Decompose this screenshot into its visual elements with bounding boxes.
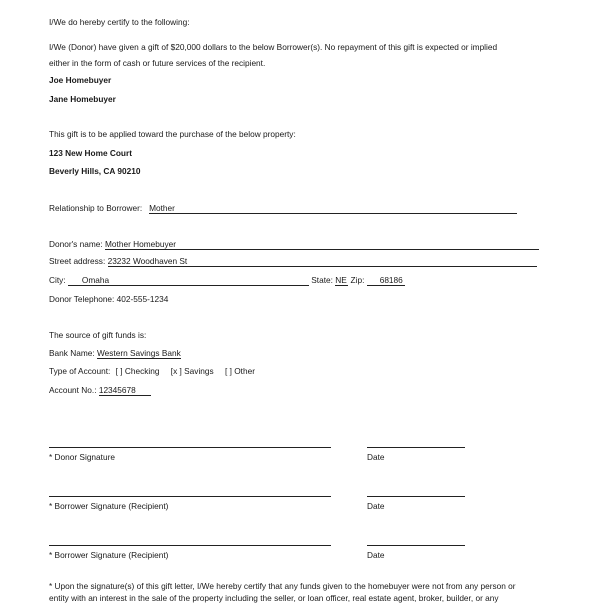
gift-statement-line-2: either in the form of cash or future services of the recipient. bbox=[49, 58, 266, 68]
account-number-label: Account No.: bbox=[49, 385, 97, 395]
donor-telephone-value: 402-555-1234 bbox=[116, 294, 169, 304]
relationship-value: Mother bbox=[149, 203, 175, 213]
donor-telephone-row bbox=[49, 294, 168, 305]
borrower-name-1: Joe Homebuyer bbox=[49, 75, 112, 85]
borrower-signature-label-1: * Borrower Signature (Recipient) bbox=[49, 501, 169, 511]
city-value: Omaha bbox=[81, 275, 110, 285]
street-address-field[interactable] bbox=[108, 257, 537, 267]
account-number-value: 12345678 bbox=[98, 385, 136, 395]
zip-label: Zip: bbox=[350, 275, 365, 285]
intro-text: I/We do hereby certify to the following: bbox=[49, 17, 190, 27]
borrower-signature-label-2: * Borrower Signature (Recipient) bbox=[49, 550, 169, 560]
footer-certification-line-1: * Upon the signature(s) of this gift letter, I/We hereby certify that any funds given to the homebuyer were not from any person or bbox=[49, 581, 516, 591]
borrower-date-line-2[interactable] bbox=[367, 545, 465, 546]
city-state-zip-row bbox=[49, 275, 405, 286]
relationship-field[interactable] bbox=[149, 204, 517, 214]
street-address-label: Street address: bbox=[49, 256, 106, 266]
relationship-row bbox=[49, 203, 517, 214]
zip-value: 68186 bbox=[379, 275, 403, 285]
source-intro: The source of gift funds is: bbox=[49, 330, 147, 340]
donor-date-line[interactable] bbox=[367, 447, 465, 448]
property-address-line-2: Beverly Hills, CA 90210 bbox=[49, 166, 141, 176]
property-address-line-1: 123 New Home Court bbox=[49, 148, 132, 158]
account-number-field[interactable] bbox=[99, 386, 151, 396]
bank-name-value: Western Savings Bank bbox=[96, 348, 181, 358]
donor-name-label: Donor's name: bbox=[49, 239, 103, 249]
account-type-row bbox=[49, 366, 255, 377]
donor-date-label: Date bbox=[367, 452, 385, 462]
account-number-row bbox=[49, 385, 151, 396]
city-field[interactable] bbox=[68, 276, 309, 286]
borrower-date-line-1[interactable] bbox=[367, 496, 465, 497]
donor-signature-line[interactable] bbox=[49, 447, 331, 448]
savings-option[interactable]: [x ] Savings bbox=[170, 366, 214, 376]
donor-name-field[interactable] bbox=[105, 240, 539, 250]
donor-telephone-label: Donor Telephone: bbox=[49, 294, 115, 304]
bank-name-label: Bank Name: bbox=[49, 348, 95, 358]
bank-name-row bbox=[49, 348, 181, 359]
footer-certification-line-2: entity with an interest in the sale of the property including the seller, or loan officer, real estate agent, broker, builder, or any bbox=[49, 593, 499, 603]
street-address-row bbox=[49, 256, 537, 267]
other-option[interactable]: [ ] Other bbox=[224, 366, 255, 376]
donor-signature-label: * Donor Signature bbox=[49, 452, 115, 462]
state-label: State: bbox=[311, 275, 333, 285]
state-value: NE bbox=[335, 275, 347, 285]
borrower-date-label-1: Date bbox=[367, 501, 385, 511]
borrower-date-label-2: Date bbox=[367, 550, 385, 560]
city-label: City: bbox=[49, 275, 66, 285]
gift-statement-line-1: I/We (Donor) have given a gift of $20,000 dollars to the below Borrower(s). No repayment of this gift is expected or implied bbox=[49, 42, 498, 52]
account-type-label: Type of Account: bbox=[49, 366, 111, 376]
zip-field[interactable] bbox=[367, 276, 405, 286]
state-field[interactable] bbox=[335, 276, 348, 286]
property-intro: This gift is to be applied toward the purchase of the below property: bbox=[49, 129, 296, 139]
checking-option[interactable]: [ ] Checking bbox=[115, 366, 160, 376]
donor-name-value: Mother Homebuyer bbox=[105, 239, 177, 249]
street-address-value: 23232 Woodhaven St bbox=[107, 256, 188, 266]
borrower-name-2: Jane Homebuyer bbox=[49, 94, 116, 104]
borrower-signature-line-2[interactable] bbox=[49, 545, 331, 546]
relationship-label: Relationship to Borrower: bbox=[49, 203, 143, 213]
donor-name-row bbox=[49, 239, 539, 250]
bank-name-field[interactable] bbox=[97, 349, 181, 359]
borrower-signature-line-1[interactable] bbox=[49, 496, 331, 497]
